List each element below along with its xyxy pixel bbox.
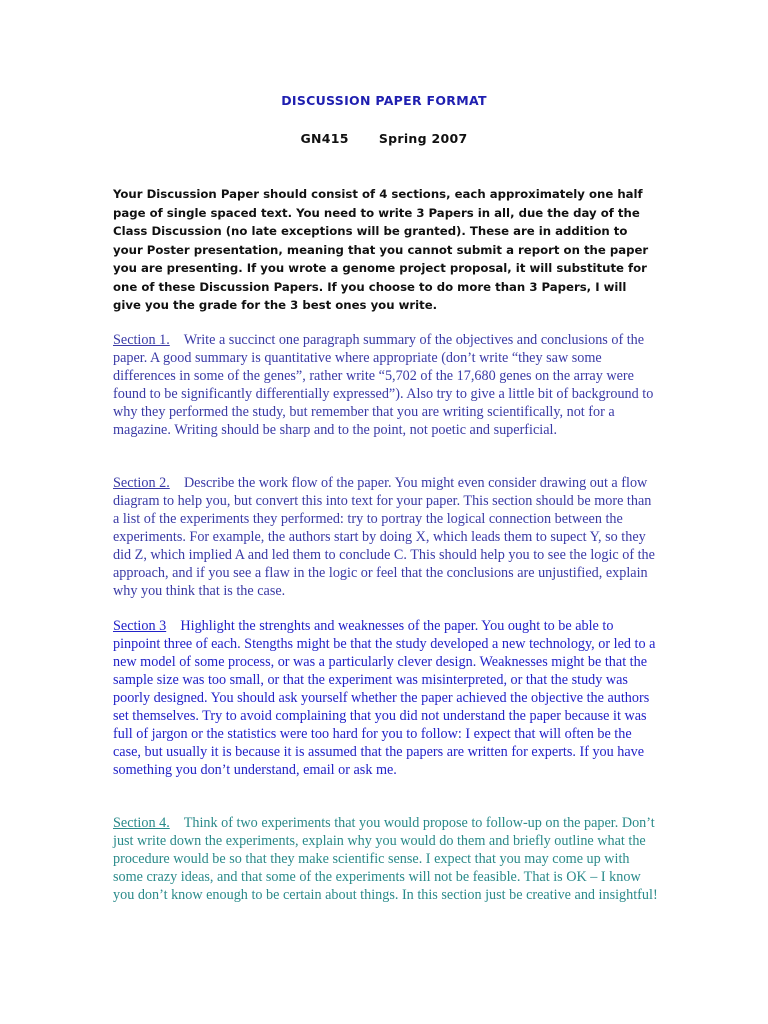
course-line [0, 131, 768, 146]
section-3-text: Highlight the strenghts and weaknesses of the paper. You ought to be able to pinpoint three of each. Stengths might be that the study developed a new technology, or led to a new model of some process, or was a particularly clever design. Weaknesses might be that the sample size was too small, or that the experiment was misinterpreted, or that the study was poorly designed. You should ask yourself whether the paper achieved the objective the authors set themselves. Try to avoid complaining that you did not understand the paper because it was full of jargon or the statistics were too hard for you to follow: I expect that will often be the case, but usually it is because it is assumed that the papers are written for experts. If you have something you don’t understand, email or ask me. [113, 618, 656, 778]
course-term: Spring 2007 [378, 131, 468, 146]
section-1-label: Section 1. [113, 332, 170, 348]
section-2-label: Section 2. [113, 475, 170, 491]
section-1-text: Write a succinct one paragraph summary of the objectives and conclusions of the paper. A good summary is quantitative where appropriate (don’t write “they saw some differences in some of the genes”, rather write “5,702 of the 17,680 genes on the array were found to be significantly differentially expressed”). Also try to give a little bit of background to why they performed the study, but remember that you are writing scientifically, not for a magazine. Writing should be sharp and to the point, not poetic and superficial. [113, 332, 654, 438]
section-4-text: Think of two experiments that you would propose to follow-up on the paper. Don’t just write down the experiments, explain why you would do them and briefly outline what the procedure would be so that they make scientific sense. I expect that you may come up with some crazy ideas, and that some of the experiments will not be feasible. That is OK – I know you don’t know enough to be certain about things. In this section just be creative and insightful! [113, 815, 658, 903]
section-2 [113, 474, 658, 600]
section-4-gap [170, 815, 184, 831]
section-3-gap [166, 618, 180, 634]
section-4 [113, 814, 658, 904]
section-1-gap [170, 332, 184, 348]
course-code: GN415 [300, 131, 349, 146]
intro-paragraph: Your Discussion Paper should consist of 4 sections, each approximately one half page of single spaced text. You need to write 3 Papers in all, due the day of the Class Discussion (no late exceptions will be granted). These are in addition to your Poster presentation, meaning that you cannot submit a report on the paper you are presenting. If you wrote a genome project proposal, it will substitute for one of these Discussion Papers. If you choose to do more than 3 Papers, I will give you the grade for the 3 best ones you write. [113, 187, 649, 312]
section-4-label: Section 4. [113, 815, 170, 831]
section-3 [113, 617, 658, 779]
section-2-text: Describe the work flow of the paper. You might even consider drawing out a flow diagram to help you, but convert this into text for your paper. This section should be more than a list of the experiments they performed: try to portray the logical connection between the experiments. For example, the authors start by doing X, which leads them to supect Y, so they did Z, which implied A and led them to conclude C. This should help you to see the logic of the approach, and if you see a flaw in the logic or feel that the conclusions are unjustified, explain why you think that is the case. [113, 475, 655, 599]
page-title: DISCUSSION PAPER FORMAT [281, 93, 487, 108]
section-3-label: Section 3 [113, 618, 167, 634]
section-1 [113, 331, 658, 439]
section-2-gap [170, 475, 184, 491]
